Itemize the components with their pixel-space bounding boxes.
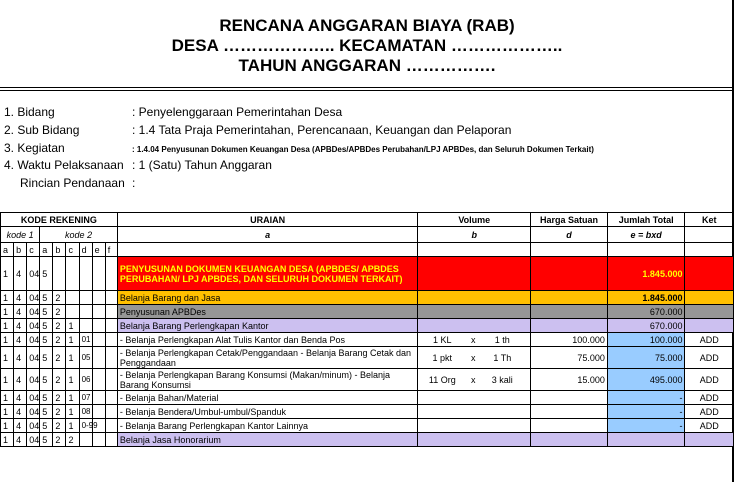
ket-cell: ADD	[685, 391, 734, 405]
code-cell: 2	[66, 433, 79, 447]
code-cell	[105, 419, 117, 433]
code-cell: 2	[53, 391, 66, 405]
code-cell	[66, 291, 79, 305]
code-cell: 2	[53, 369, 66, 391]
sub-d: d	[531, 227, 608, 243]
code-cell	[66, 257, 79, 291]
code-cell: 2	[53, 433, 66, 447]
code-cell: 5	[40, 333, 53, 347]
code-cell: 4	[14, 369, 27, 391]
volume-x: x	[471, 374, 476, 385]
jumlah-cell	[607, 433, 685, 447]
uraian-cell: - Belanja Bendera/Umbul-umbul/Spanduk	[117, 405, 417, 419]
col-volume: Volume	[418, 213, 531, 227]
ket-cell: ADD	[685, 405, 734, 419]
code-cell: 4	[14, 257, 27, 291]
code-cell: 1	[1, 333, 14, 347]
code-cell	[105, 405, 117, 419]
volume-cell	[418, 319, 531, 333]
code-cell: 5	[40, 305, 53, 319]
code-cell: 1	[1, 257, 14, 291]
code-cell: 1	[1, 291, 14, 305]
code-cell: 1	[1, 305, 14, 319]
volume-cell	[418, 405, 531, 419]
uraian-cell: - Belanja Perlengkapan Cetak/Penggandaan - Belanja Barang Cetak dan Penggandaan	[117, 347, 417, 369]
code-cell: 4	[14, 319, 27, 333]
ket-cell	[685, 305, 734, 319]
subheader-row	[1, 227, 734, 243]
code-cell: 1	[1, 419, 14, 433]
table-row	[1, 333, 734, 347]
ket-cell	[685, 433, 734, 447]
title-line-2: DESA ……………….. KECAMATAN ………………..	[171, 36, 563, 55]
code-letter: e	[92, 243, 105, 257]
table-row	[1, 369, 734, 391]
rab-table	[0, 212, 734, 447]
code-letter: a	[1, 243, 14, 257]
code-cell: 1	[1, 391, 14, 405]
uraian-cell: Belanja Barang dan Jasa	[117, 291, 417, 305]
jumlah-cell: 495.000	[607, 369, 685, 391]
ket-cell: ADD	[685, 419, 734, 433]
code-cell: 1	[66, 391, 79, 405]
code-cell	[66, 305, 79, 319]
sub-b: b	[418, 227, 531, 243]
volume-cell	[418, 257, 531, 291]
table-row	[1, 305, 734, 319]
harga-cell	[531, 405, 608, 419]
volume-cell	[418, 347, 531, 369]
jumlah-cell: 670.000	[607, 305, 685, 319]
sub-a: a	[117, 227, 417, 243]
ket-cell	[685, 319, 734, 333]
jumlah-cell: 100.000	[607, 333, 685, 347]
code-cell: 4	[14, 405, 27, 419]
code-cell: 04	[27, 291, 40, 305]
code-cell: 06	[79, 369, 92, 391]
code-cell: 2	[53, 347, 66, 369]
volume-qty: 1 KL	[433, 334, 452, 345]
volume-qty: 1 pkt	[432, 352, 453, 363]
code-cell	[53, 257, 66, 291]
table-row	[1, 433, 734, 447]
code-cell	[92, 257, 105, 291]
code-cell: 2	[53, 419, 66, 433]
code-cell	[105, 347, 117, 369]
code-cell: 2	[53, 305, 66, 319]
uraian-cell: PENYUSUNAN DOKUMEN KEUANGAN DESA (APBDES/ APBDES PERUBAHAN/ LPJ APBDES, DAN SELURUH DOKUMEN TERKAIT)	[117, 257, 417, 291]
table-row	[1, 291, 734, 305]
ket-cell: ADD	[685, 369, 734, 391]
code-cell: 1	[66, 419, 79, 433]
code-cell: 04	[27, 391, 40, 405]
uraian-cell: - Belanja Barang Perlengkapan Kantor Lainnya	[117, 419, 417, 433]
code-cell: 1	[66, 369, 79, 391]
code-cell: 1	[66, 347, 79, 369]
code-cell: 5	[40, 291, 53, 305]
code-letter: d	[79, 243, 92, 257]
code-cell: 5	[40, 319, 53, 333]
code-cell	[92, 369, 105, 391]
code-cell	[92, 405, 105, 419]
code-cell	[105, 305, 117, 319]
code-letter: b	[53, 243, 66, 257]
code-cell: 0-99	[79, 419, 92, 433]
code-cell: 4	[14, 419, 27, 433]
code-cell: 01	[79, 333, 92, 347]
harga-cell: 75.000	[531, 347, 608, 369]
ket-cell: ADD	[685, 333, 734, 347]
code-letter: a	[40, 243, 53, 257]
sub-e: e = bxd	[607, 227, 685, 243]
code-cell: 05	[79, 347, 92, 369]
code-cell	[92, 433, 105, 447]
uraian-cell: - Belanja Perlengkapan Alat Tulis Kantor dan Benda Pos	[117, 333, 417, 347]
table-row	[1, 347, 734, 369]
uraian-cell: Penyusunan APBDes	[117, 305, 417, 319]
code-cell: 4	[14, 305, 27, 319]
code-cell: 1	[1, 405, 14, 419]
harga-cell	[531, 257, 608, 291]
code-cell: 1	[1, 369, 14, 391]
uraian-cell: Belanja Jasa Honorarium	[117, 433, 417, 447]
col-jumlah: Jumlah Total	[607, 213, 685, 227]
code-cell	[105, 369, 117, 391]
sub-kode1: kode 1	[1, 227, 40, 243]
info-rincian: Rincian Pendanaan :	[20, 176, 136, 190]
info-bidang: 1. Bidang : Penyelenggaraan Pemerintahan Desa	[4, 105, 343, 119]
table-row	[1, 391, 734, 405]
code-letter: f	[105, 243, 117, 257]
code-cell: 1	[1, 433, 14, 447]
col-ket: Ket	[685, 213, 734, 227]
code-cell: 5	[40, 419, 53, 433]
code-cell	[105, 319, 117, 333]
volume-unit: 1 th	[494, 334, 510, 345]
code-cell: 1	[66, 405, 79, 419]
code-cell: 04	[27, 347, 40, 369]
code-cell: 4	[14, 291, 27, 305]
volume-x: x	[471, 334, 476, 345]
harga-cell: 15.000	[531, 369, 608, 391]
harga-cell	[531, 419, 608, 433]
code-cell	[92, 319, 105, 333]
code-cell: 5	[40, 369, 53, 391]
volume-cell	[418, 305, 531, 319]
sub-kode2: kode 2	[40, 227, 118, 243]
code-cell: 04	[27, 319, 40, 333]
jumlah-cell: -	[607, 405, 685, 419]
col-kode: KODE REKENING	[1, 213, 118, 227]
code-cell: 04	[27, 433, 40, 447]
code-cell	[105, 333, 117, 347]
harga-cell	[531, 433, 608, 447]
header-row	[1, 213, 734, 227]
title-block	[0, 0, 734, 91]
code-cell: 1	[66, 333, 79, 347]
code-letter: b	[14, 243, 27, 257]
volume-cell	[418, 291, 531, 305]
title-line-1: RENCANA ANGGARAN BIAYA (RAB)	[219, 16, 515, 35]
code-cell	[79, 305, 92, 319]
code-cell	[105, 257, 117, 291]
title-line-3: TAHUN ANGGARAN …………….	[238, 56, 496, 75]
code-cell: 5	[40, 347, 53, 369]
code-cell: 4	[14, 333, 27, 347]
code-cell	[105, 391, 117, 405]
table-row	[1, 405, 734, 419]
volume-qty: 11 Org	[428, 374, 456, 385]
volume-cell	[418, 333, 531, 347]
jumlah-cell: 75.000	[607, 347, 685, 369]
code-cell	[79, 319, 92, 333]
code-cell: 4	[14, 433, 27, 447]
code-cell: 07	[79, 391, 92, 405]
code-cell: 2	[53, 319, 66, 333]
code-cell	[79, 433, 92, 447]
volume-cell	[418, 391, 531, 405]
code-letter: c	[66, 243, 79, 257]
code-cell: 2	[53, 291, 66, 305]
code-cell: 04	[27, 305, 40, 319]
code-cell: 5	[40, 405, 53, 419]
ket-cell	[685, 291, 734, 305]
code-cell	[92, 333, 105, 347]
code-cell: 5	[40, 433, 53, 447]
code-cell: 4	[14, 347, 27, 369]
volume-x: x	[471, 352, 476, 363]
ket-cell: ADD	[685, 347, 734, 369]
code-cell	[105, 291, 117, 305]
code-cell	[92, 305, 105, 319]
volume-cell	[418, 369, 531, 391]
uraian-cell: - Belanja Perlengkapan Barang Konsumsi (Makan/minum) - Belanja Barang Konsumsi	[117, 369, 417, 391]
code-cell: 04	[27, 333, 40, 347]
uraian-cell: - Belanja Bahan/Material	[117, 391, 417, 405]
code-cell: 2	[53, 333, 66, 347]
jumlah-cell: 1.845.000	[607, 291, 685, 305]
code-cell: 5	[40, 257, 53, 291]
code-cell: 4	[14, 391, 27, 405]
info-waktu: 4. Waktu Pelaksanaan : 1 (Satu) Tahun Anggaran	[4, 158, 272, 172]
code-cell	[105, 433, 117, 447]
harga-cell	[531, 291, 608, 305]
table-row	[1, 419, 734, 433]
code-cell: 04	[27, 405, 40, 419]
code-letter: c	[27, 243, 40, 257]
code-cell	[92, 391, 105, 405]
code-cell: 5	[40, 391, 53, 405]
table-row	[1, 257, 734, 291]
jumlah-cell: -	[607, 419, 685, 433]
harga-cell	[531, 391, 608, 405]
volume-cell	[418, 433, 531, 447]
table-row	[1, 319, 734, 333]
uraian-cell: Belanja Barang Perlengkapan Kantor	[117, 319, 417, 333]
volume-cell	[418, 419, 531, 433]
code-cell	[92, 347, 105, 369]
harga-cell	[531, 319, 608, 333]
info-kegiatan: 3. Kegiatan : 1.4.04 Penyusunan Dokumen Keuangan Desa (APBDes/APBDes Perubahan/LPJ APBDes, dan Seluruh Dokumen Terkait)	[4, 141, 594, 155]
col-uraian: URAIAN	[117, 213, 417, 227]
harga-cell: 100.000	[531, 333, 608, 347]
code-cell: 1	[1, 347, 14, 369]
code-cell: 2	[53, 405, 66, 419]
volume-unit: 1 Th	[493, 352, 512, 363]
code-cell: 1	[66, 319, 79, 333]
code-cell: 04	[27, 257, 40, 291]
code-cell	[92, 291, 105, 305]
harga-cell	[531, 305, 608, 319]
code-cell: 04	[27, 369, 40, 391]
col-harga: Harga Satuan	[531, 213, 608, 227]
code-cell: 1	[1, 319, 14, 333]
jumlah-cell: 670.000	[607, 319, 685, 333]
code-cell: 08	[79, 405, 92, 419]
code-cell	[79, 257, 92, 291]
jumlah-cell: 1.845.000	[607, 257, 685, 291]
jumlah-cell: -	[607, 391, 685, 405]
code-cell	[79, 291, 92, 305]
letters-row	[1, 243, 734, 257]
ket-cell	[685, 257, 734, 291]
volume-unit: 3 kali	[491, 374, 513, 385]
code-cell: 04	[27, 419, 40, 433]
info-sub-bidang: 2. Sub Bidang : 1.4 Tata Praja Pemerintahan, Perencanaan, Keuangan dan Pelaporan	[4, 123, 512, 137]
